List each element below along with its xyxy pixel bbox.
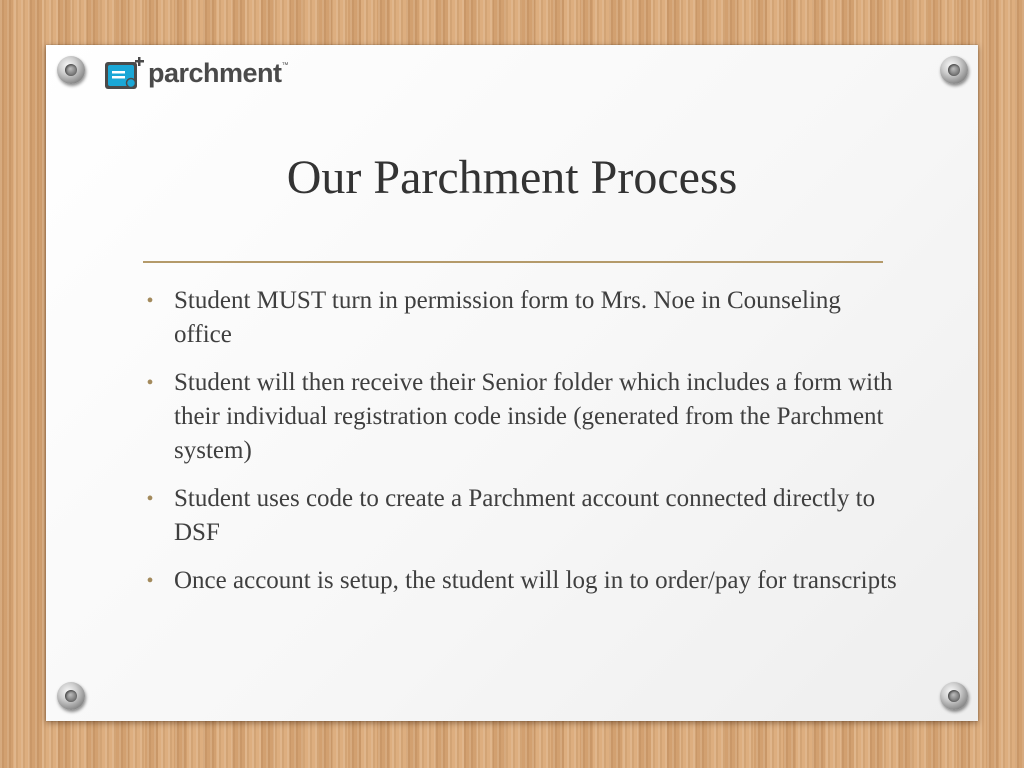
bullet-text: Student uses code to create a Parchment account connected directly to DSF (174, 485, 876, 546)
bullet-icon: • (146, 570, 154, 592)
bullet-item (140, 366, 900, 468)
pushpin-icon (57, 56, 85, 84)
bullet-icon: • (146, 290, 154, 312)
bullet-text: Student MUST turn in permission form to Mrs. Noe in Counseling office (174, 287, 841, 348)
bullet-text: Once account is setup, the student will log in to order/pay for transcripts (174, 567, 897, 594)
logo-wordmark: parchment (148, 57, 282, 88)
pushpin-icon (940, 682, 968, 710)
bullet-icon: • (146, 488, 154, 510)
parchment-logo (104, 52, 289, 96)
bullet-item (140, 284, 900, 352)
bullet-icon: • (146, 372, 154, 394)
logo-trademark: ™ (281, 62, 289, 69)
bullet-list (140, 284, 900, 612)
bullet-item (140, 564, 900, 598)
pushpin-icon (57, 682, 85, 710)
parchment-logo-icon (104, 56, 144, 92)
bullet-text: Student will then receive their Senior folder which includes a form with their individual registration code inside (generated from the Parchment system) (174, 369, 893, 464)
pushpin-icon (940, 56, 968, 84)
title-divider (143, 261, 883, 263)
bullet-item (140, 482, 900, 550)
slide-title: Our Parchment Process (286, 151, 738, 204)
